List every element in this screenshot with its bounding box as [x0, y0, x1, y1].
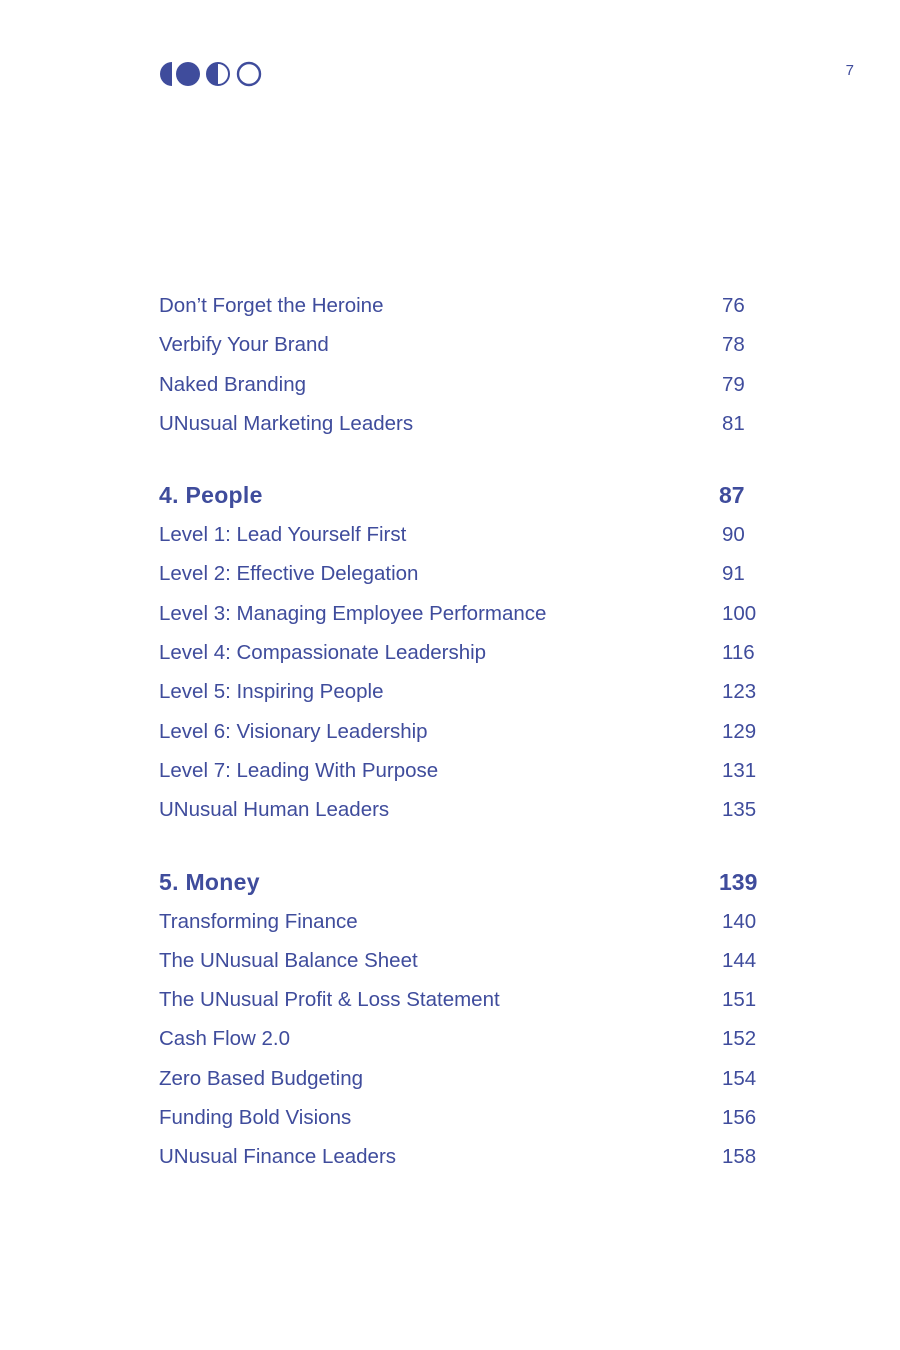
toc-entry-title: Cash Flow 2.0 [159, 1027, 291, 1051]
toc-entry-page: 158 [722, 1145, 757, 1169]
toc-entry-page: 154 [722, 1066, 757, 1090]
toc-entry[interactable] [159, 1063, 779, 1102]
chapter-title: 4. People [159, 482, 263, 509]
toc-entry-title: Level 6: Visionary Leadership [159, 719, 428, 743]
toc-entry-title: Funding Bold Visions [159, 1106, 352, 1130]
toc-entry-title: Naked Branding [159, 372, 307, 396]
toc-entry-title: Zero Based Budgeting [159, 1066, 363, 1090]
toc-entry-page: 100 [722, 601, 757, 625]
chapter-heading-people[interactable] [159, 479, 779, 519]
toc-entry-title: Level 5: Inspiring People [159, 680, 384, 704]
toc-entry[interactable] [159, 408, 779, 447]
toc-entry[interactable] [159, 519, 779, 558]
toc-entry-page: 131 [722, 758, 757, 782]
toc-entry-page: 91 [722, 562, 745, 586]
toc-entry-page: 156 [722, 1106, 757, 1130]
toc-entry-page: 90 [722, 523, 745, 547]
toc-entry-page: 76 [722, 294, 745, 317]
toc-entry-title: Level 7: Leading With Purpose [159, 758, 439, 782]
toc-entry[interactable] [159, 290, 779, 329]
toc-entry[interactable] [159, 1141, 779, 1180]
toc-entry[interactable] [159, 984, 779, 1023]
moon-phases-icon [158, 60, 264, 88]
toc-entry[interactable] [159, 1023, 779, 1062]
toc-entry[interactable] [159, 945, 779, 984]
toc-entry[interactable] [159, 794, 779, 833]
toc-entry-page: 129 [722, 719, 757, 743]
toc-entry-title: UNusual Finance Leaders [159, 1145, 397, 1169]
table-of-contents [159, 290, 779, 1181]
toc-entry[interactable] [159, 906, 779, 945]
toc-entry-page: 78 [722, 333, 745, 357]
toc-entry-title: Level 2: Effective Delegation [159, 562, 419, 586]
toc-entry-title: Level 4: Compassionate Leadership [159, 641, 487, 665]
toc-entry-title: The UNusual Balance Sheet [159, 948, 418, 972]
chapter-title: 5. Money [159, 868, 260, 895]
toc-entry-page: 135 [722, 798, 757, 822]
toc-entry-page: 140 [722, 909, 757, 933]
toc-entry-page: 151 [722, 988, 757, 1012]
chapter-heading-money[interactable] [159, 866, 779, 906]
toc-entry[interactable] [159, 676, 779, 715]
toc-entry[interactable] [159, 755, 779, 794]
toc-entry[interactable] [159, 716, 779, 755]
chapter-page: 139 [719, 868, 758, 895]
toc-entry[interactable] [159, 329, 779, 368]
toc-entry[interactable] [159, 558, 779, 597]
toc-entry-title: Level 1: Lead Yourself First [159, 523, 407, 547]
toc-entry-page: 81 [722, 411, 745, 435]
toc-entry-page: 116 [722, 641, 755, 665]
toc-entry-title: UNusual Marketing Leaders [159, 411, 414, 435]
toc-entry-page: 144 [722, 948, 757, 972]
toc-entry-title: UNusual Human Leaders [159, 798, 390, 822]
toc-entry[interactable] [159, 369, 779, 408]
toc-entry-title: Level 3: Managing Employee Performance [159, 601, 547, 625]
toc-entry[interactable] [159, 1102, 779, 1141]
toc-entry-page: 123 [722, 680, 757, 704]
toc-entry-title: Transforming Finance [159, 909, 358, 933]
toc-entry[interactable] [159, 637, 779, 676]
page-number: 7 [845, 62, 854, 79]
toc-entry-page: 152 [722, 1027, 757, 1051]
toc-entry-page: 79 [722, 372, 745, 396]
toc-entry-title: Verbify Your Brand [159, 333, 329, 357]
chapter-page: 87 [719, 482, 745, 509]
toc-entry-title: Don’t Forget the Heroine [159, 294, 384, 317]
toc-entry[interactable] [159, 598, 779, 637]
toc-entry-title: The UNusual Profit & Loss Statement [159, 988, 500, 1012]
